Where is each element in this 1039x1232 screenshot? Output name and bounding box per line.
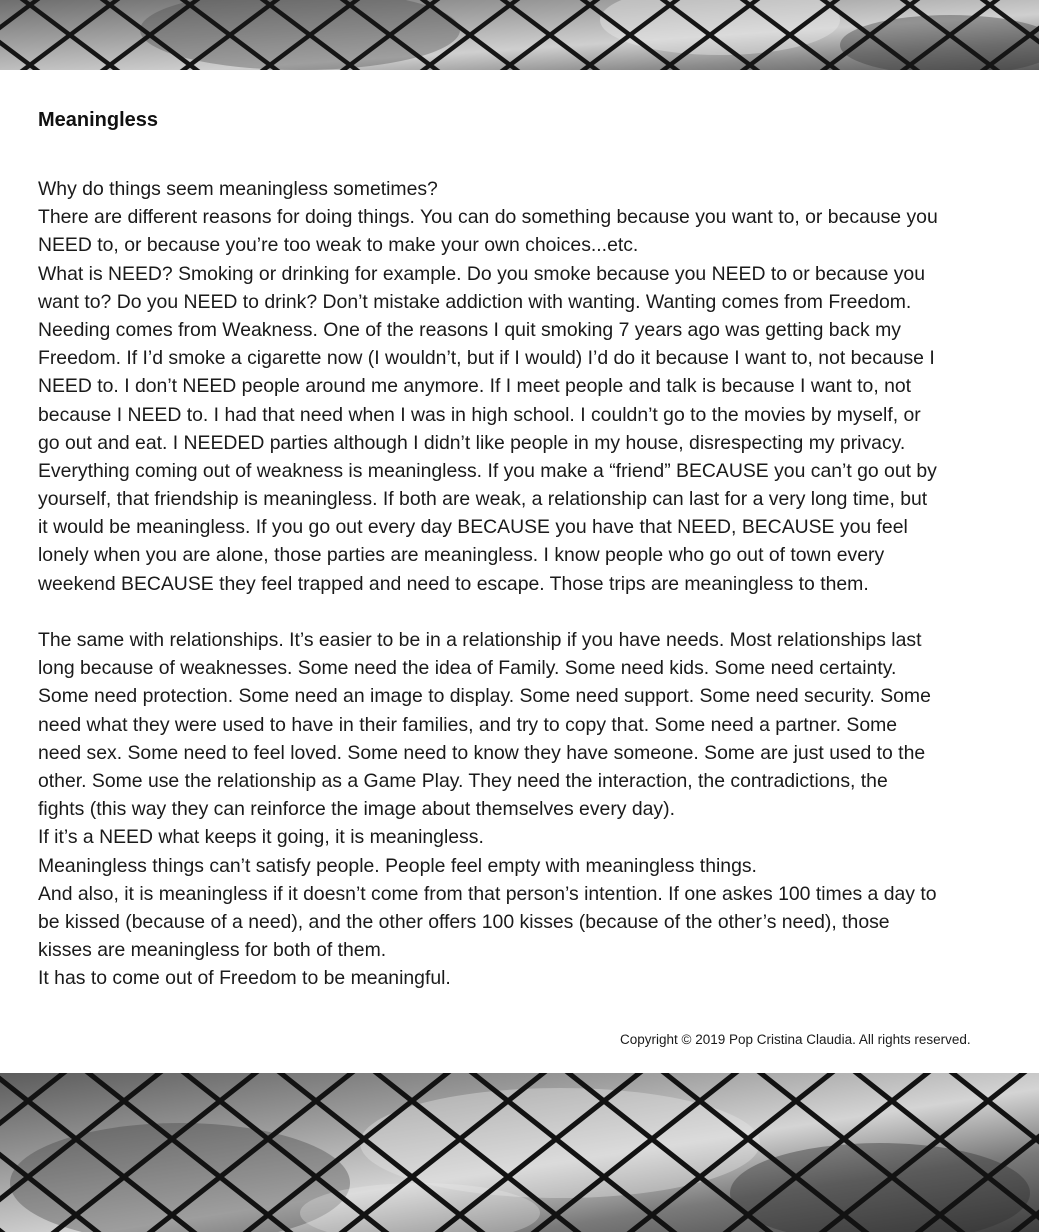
chain-link-fence-image [0, 1073, 1039, 1232]
text-line: be kissed (because of a need), and the other offers 100 kisses (because of the other’s need), those [38, 910, 890, 933]
text-line: long because of weaknesses. Some need the idea of Family. Some need kids. Some need certainty. [38, 657, 897, 680]
text-line: What is NEED? Smoking or drinking for example. Do you smoke because you NEED to or because you [38, 262, 925, 285]
text-line: need what they were used to have in their families, and try to copy that. Some need a partner. Some [38, 713, 898, 736]
text-line: Freedom. If I’d smoke a cigarette now (I wouldn’t, but if I would) I’d do it because I want to, not because I [38, 347, 935, 370]
text-line: The same with relationships. It’s easier to be in a relationship if you have needs. Most relationships last [38, 629, 922, 651]
text-line: fights (this way they can reinforce the image about themselves every day). [38, 798, 675, 821]
paragraph-1 [38, 175, 1023, 598]
text-line: Needing comes from Weakness. One of the reasons I quit smoking 7 years ago was getting back my [38, 318, 901, 341]
paragraph-spacer [38, 598, 1023, 626]
text-line: want to? Do you NEED to drink? Don’t mistake addiction with wanting. Wanting comes from Freedom. [38, 290, 912, 313]
text-line: Why do things seem meaningless sometimes? [38, 178, 438, 200]
article-body [38, 175, 1023, 992]
top-banner-fence-image [0, 0, 1039, 70]
paragraph-2 [38, 626, 1023, 992]
text-line: need sex. Some need to feel loved. Some need to know they have someone. Some are just used to the [38, 741, 926, 764]
text-line: Everything coming out of weakness is meaningless. If you make a “friend” BECAUSE you can’t go out by [38, 459, 937, 482]
text-line: kisses are meaningless for both of them. [38, 939, 387, 962]
text-line: NEED to. I don’t NEED people around me anymore. If I meet people and talk is because I want to, not [38, 375, 912, 398]
text-line: And also, it is meaningless if it doesn’t come from that person’s intention. If one askes 100 times a day to [38, 882, 937, 905]
text-line: It has to come out of Freedom to be meaningful. [38, 967, 451, 990]
text-line: yourself, that friendship is meaningless. If both are weak, a relationship can last for a very long time, but [38, 488, 928, 511]
text-line: There are different reasons for doing things. You can do something because you want to, or because you [38, 206, 938, 229]
text-line: other. Some use the relationship as a Game Play. They need the interaction, the contradictions, the [38, 769, 888, 792]
text-line: go out and eat. I NEEDED parties although I didn’t like people in my house, disrespecting my privacy. [38, 431, 906, 454]
page-title: Meaningless [38, 109, 159, 131]
chain-link-fence-image [0, 0, 1039, 70]
text-line: because I NEED to. I had that need when I was in high school. I couldn’t go to the movies by myself, or [38, 403, 921, 426]
text-line: weekend BECAUSE they feel trapped and need to escape. Those trips are meaningless to them. [38, 572, 869, 595]
copyright-notice: Copyright © 2019 Pop Cristina Claudia. All rights reserved. [620, 1032, 971, 1047]
text-line: Some need protection. Some need an image to display. Some need support. Some need security. Some [38, 685, 931, 708]
text-line: lonely when you are alone, those parties are meaningless. I know people who go out of town every [38, 544, 885, 567]
text-line: If it’s a NEED what keeps it going, it is meaningless. [38, 826, 484, 849]
bottom-banner-fence-image [0, 1073, 1039, 1232]
text-line: it would be meaningless. If you go out every day BECAUSE you have that NEED, BECAUSE you feel [38, 516, 908, 539]
text-line: Meaningless things can’t satisfy people. People feel empty with meaningless things. [38, 854, 757, 877]
text-line: NEED to, or because you’re too weak to make your own choices...etc. [38, 234, 639, 257]
